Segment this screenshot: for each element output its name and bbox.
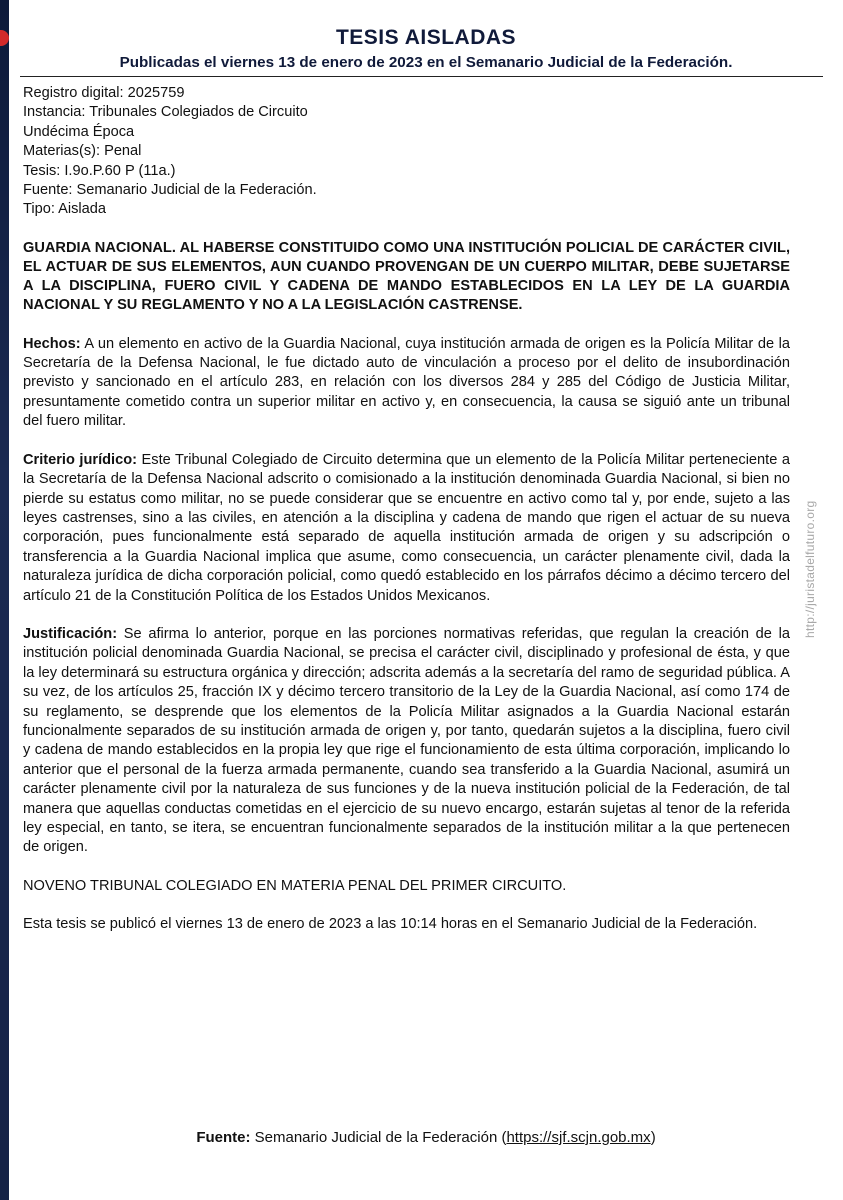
hechos-paragraph (23, 335, 790, 432)
meta-registro: Registro digital: 2025759 (23, 85, 185, 101)
criterio-text: Este Tribunal Colegiado de Circuito determina que un elemento de la Policía Militar perteneciente a la Secretaría de la Defensa Nacional adscrito o comisionado a la institución denominada Guardia Nacional, si bien no pierde su estatus como militar, no se puede considerar que se encuentre en activo como tal y, por ende, sujeto a las leyes castrenses, sino a las civiles, en atención a la disciplina y cadena de mando que rigen el actuar de su nueva corporación, pues funcionalmente está separado de aquella institución armada de origen y su adscripción o transferencia a la Guardia Nacional implica que asume, como consecuencia, un carácter plenamente civil, dada la naturaleza jurídica de dicha corporación policial, como quedó establecido en los párrafos décimo a décimo tercero del artículo 21 de la Constitución Política de los Estados Unidos Mexicanos. (23, 451, 790, 604)
left-edge-strip (0, 0, 9, 1200)
meta-tesis: Tesis: I.9o.P.60 P (11a.) (23, 162, 176, 179)
document-header (9, 26, 843, 71)
justificacion-paragraph (23, 625, 790, 858)
header-divider (20, 76, 823, 77)
document-body (23, 84, 790, 935)
thesis-heading: GUARDIA NACIONAL. AL HABERSE CONSTITUIDO COMO UNA INSTITUCIÓN POLICIAL DE CARÁCTER CIVIL, EL ACTUAR DE SUS ELEMENTOS, AUN CUANDO PROVENGAN DE UN CUERPO MILITAR, DEBE SUJETARSE A LA DISCIPLINA, FUERO CIVIL Y CADENA DE MANDO ESTABLECIDOS EN LA LEY DE LA GUARDIA NACIONAL Y SU REGLAMENTO Y NO A LA LEGISLACIÓN CASTRENSE. (23, 239, 790, 314)
criterio-label: Criterio jurídico: (23, 451, 137, 468)
justificacion-text: Se afirma lo anterior, porque en las porciones normativas referidas, que regulan la creación de la institución policial denominada Guardia Nacional, se precisa el carácter civil, disciplinado y profesional de ésta, y que la ley determinará su estructura orgánica y dirección; adscrita además a la secretaría del ramo de seguridad pública. A su vez, de los artículos 25, fracción IX y décimo tercero transitorio de la Ley de la Guardia Nacional, así como 174 de su reglamento, se desprende que los elementos de la Policía Militar asignados a la Guardia Nacional estarán funcionalmente separados de su institución armada de origen y, por tanto, quedarán sujetos a la disciplina, fuero civil y cadena de mando establecidos en la propia ley que rige el funcionamiento de esta última corporación, implicando lo anterior que el personal de la fuerza armada permanente, cuando sea transferido a la Guardia Nacional, asumirá un carácter plenamente civil por la naturaleza de sus funciones y de la nueva institución policial de la Federación, de tal manera que aquellas conductas cometidas en el ejercicio de su nuevo encargo, estarán sujetas al tenor de la referida ley especial, en tanto, se itera, se encuentran funcionalmente separados de la institución militar a la que pertenecen de origen. (23, 625, 790, 856)
hechos-label: Hechos: (23, 335, 81, 352)
footer-text: Semanario Judicial de la Federación ( (250, 1129, 507, 1146)
meta-tipo: Tipo: Aislada (23, 201, 107, 218)
meta-materias: Materias(s): Penal (23, 143, 142, 160)
footer-close-paren: ) (650, 1129, 656, 1146)
justificacion-label: Justificación: (23, 625, 118, 642)
tribunal-name: NOVENO TRIBUNAL COLEGIADO EN MATERIA PENAL DEL PRIMER CIRCUITO. (23, 877, 567, 894)
hechos-text: A un elemento en activo de la Guardia Nacional, cuya institución armada de origen es la Policía Militar de la Secretaría de la Defensa Nacional, le fue dictado auto de vinculación a proceso por el delito de insubordinación previsto y sancionado en el artículo 283, en relación con los diversos 284 y 285 del Código de Justicia Militar, presuntamente cometido contra un superior militar en activo y, en consecuencia, la causa se siguió ante un tribunal del fuero militar. (23, 335, 790, 430)
meta-fuente: Fuente: Semanario Judicial de la Federación. (23, 182, 317, 199)
document-footer (9, 1129, 843, 1146)
document-title: TESIS AISLADAS (335, 26, 517, 49)
footer-source-link[interactable]: https://sjf.scjn.gob.mx (506, 1129, 651, 1146)
meta-instancia: Instancia: Tribunales Colegiados de Circuito (23, 104, 308, 121)
document-subtitle: Publicadas el viernes 13 de enero de 2023 en el Semanario Judicial de la Federación. (119, 54, 733, 71)
publication-note: Esta tesis se publicó el viernes 13 de enero de 2023 a las 10:14 horas en el Semanario Judicial de la Federación. (23, 916, 758, 933)
registry-metadata (23, 84, 790, 220)
footer-label: Fuente: (196, 1129, 251, 1146)
watermark-url: http://juristadelfuturo.org (803, 500, 817, 638)
criterio-paragraph (23, 451, 790, 606)
meta-epoca: Undécima Época (23, 123, 135, 140)
